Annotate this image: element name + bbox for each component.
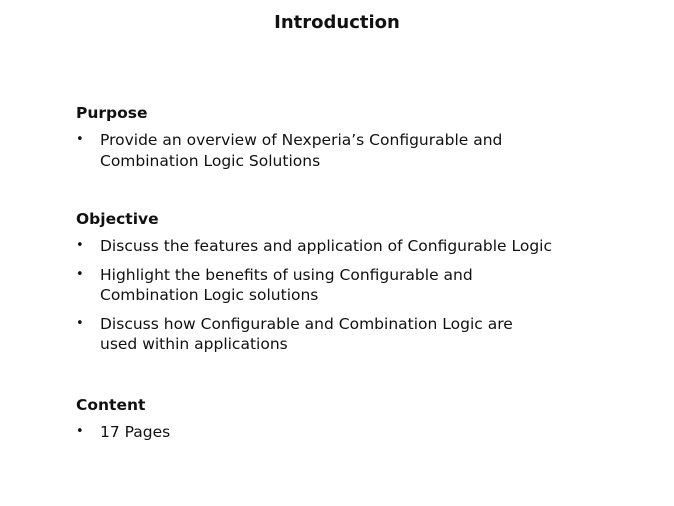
list-item xyxy=(76,314,636,355)
list-item-text: 17 Pages xyxy=(100,423,171,441)
bullet-list-purpose xyxy=(76,130,636,171)
section-purpose xyxy=(76,103,636,179)
list-item-text: Discuss the features and application of Configurable Logic xyxy=(100,237,552,255)
list-item xyxy=(76,422,636,443)
bullet-icon: • xyxy=(76,424,84,439)
bullet-list-objective xyxy=(76,236,636,355)
section-heading-objective: Objective xyxy=(76,210,159,228)
slide-title: Introduction xyxy=(274,12,400,33)
section-heading-purpose: Purpose xyxy=(76,104,148,122)
list-item-text: Discuss how Configurable and Combination Logic are used within applications xyxy=(100,314,513,353)
bullet-icon: • xyxy=(76,315,84,331)
bullet-icon: • xyxy=(76,266,84,282)
list-item xyxy=(76,265,636,306)
bullet-icon: • xyxy=(76,238,84,253)
section-heading-content: Content xyxy=(76,396,146,414)
list-item xyxy=(76,130,636,171)
list-item-text: Provide an overview of Nexperia’s Configurable and Combination Logic Solutions xyxy=(100,131,503,170)
list-item-text: Highlight the benefits of using Configurable and Combination Logic solutions xyxy=(100,265,473,304)
list-item xyxy=(76,236,636,257)
section-content xyxy=(76,395,636,451)
bullet-icon: • xyxy=(76,132,84,147)
bullet-list-content xyxy=(76,422,636,443)
section-objective xyxy=(76,209,636,363)
